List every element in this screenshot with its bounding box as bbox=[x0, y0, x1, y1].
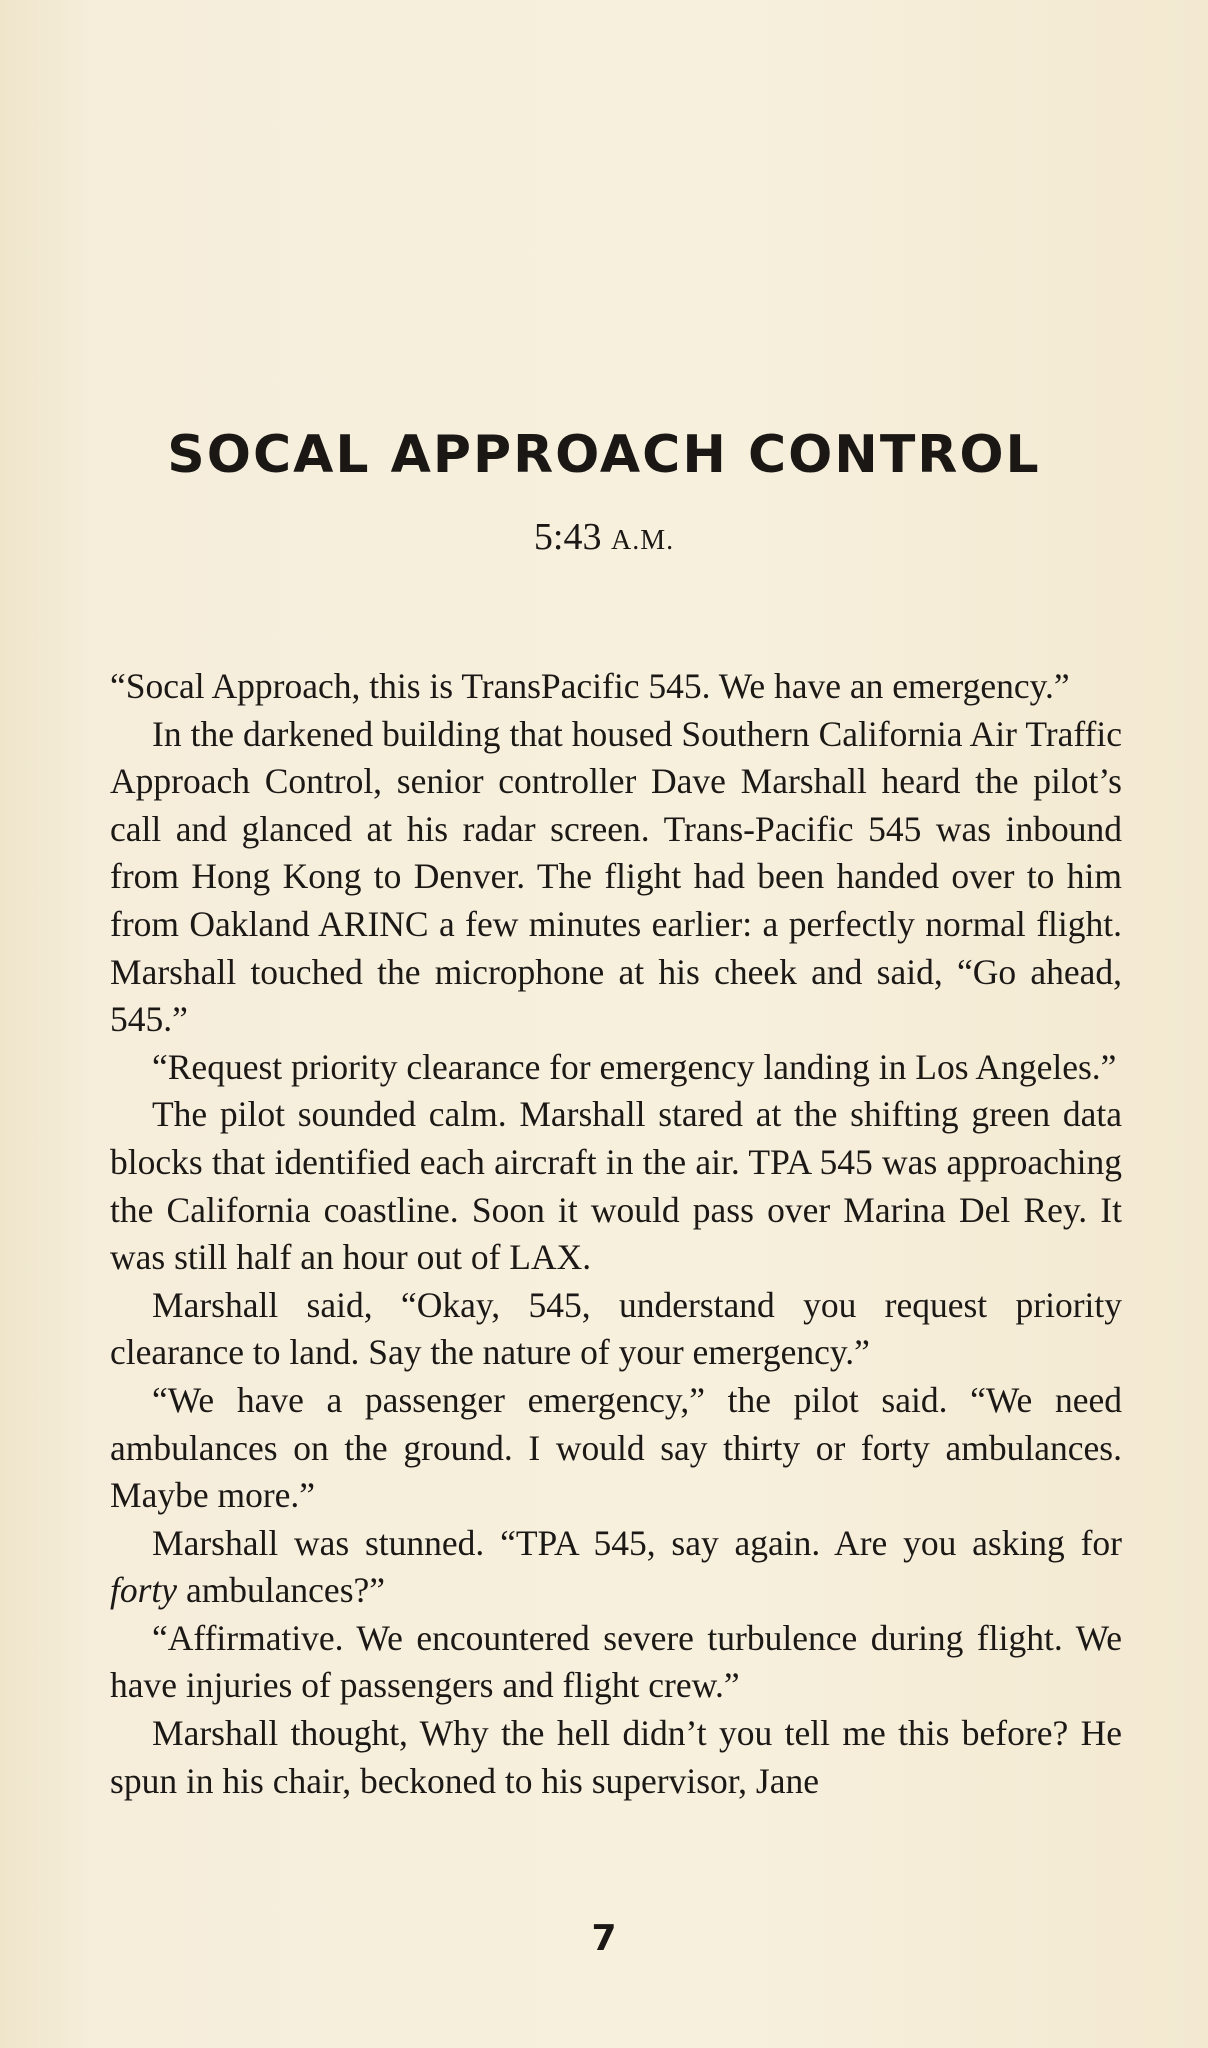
chapter-time bbox=[0, 515, 1208, 559]
paragraph-7-before: Marshall was stunned. “TPA 545, say again. Are you asking for bbox=[152, 1522, 1122, 1563]
paragraph-7-emphasis: forty bbox=[110, 1570, 178, 1611]
paragraph-6: “We have a passenger emergency,” the pilot said. “We need ambulances on the ground. I would say thirty or forty ambulances. Maybe more.” bbox=[110, 1379, 1122, 1516]
page-number: 7 bbox=[591, 1918, 617, 1959]
paragraph-8: “Affirmative. We encountered severe turbulence during flight. We have injuries of passengers and flight crew.” bbox=[110, 1617, 1122, 1706]
chapter-time-number: 5:43 bbox=[533, 516, 602, 558]
paragraph-7 bbox=[110, 1520, 1122, 1615]
paragraph-9: Marshall thought, Why the hell didn’t you tell me this before? He spun in his chair, beckoned to his supervisor, Jane bbox=[110, 1713, 1122, 1801]
paragraph-1: “Socal Approach, this is TransPacific 545. We have an emergency.” bbox=[110, 666, 1070, 706]
body-text bbox=[110, 663, 1122, 1805]
paragraph-5: Marshall said, “Okay, 545, understand you request priority clearance to land. Say the nature of your emergency.” bbox=[110, 1284, 1122, 1373]
chapter-title: SOCAL APPROACH CONTROL bbox=[167, 425, 1041, 485]
paragraph-2: In the darkened building that housed Southern California Air Traffic Approach Control, senior controller Dave Marshall heard the pilot’s call and glanced at his radar screen. Trans-Pacific 545 was inbound from Hong Kong to Denver. The flight had been handed over to him from Oakland ARINC a few minutes earlier: a perfectly normal flight. Marshall touched the microphone at his cheek and said, “Go ahead, 545.” bbox=[110, 713, 1122, 1040]
chapter-time-suffix: A.M. bbox=[610, 525, 675, 556]
paragraph-3: “Request priority clearance for emergency landing in Los Angeles.” bbox=[152, 1046, 1117, 1087]
paragraph-4: The pilot sounded calm. Marshall stared at the shifting green data blocks that identified each aircraft in the air. TPA 545 was approaching the California coastline. Soon it would pass over Marina Del Rey. It was still half an hour out of LAX. bbox=[110, 1094, 1122, 1278]
paragraph-7-after: ambulances?” bbox=[177, 1570, 386, 1611]
